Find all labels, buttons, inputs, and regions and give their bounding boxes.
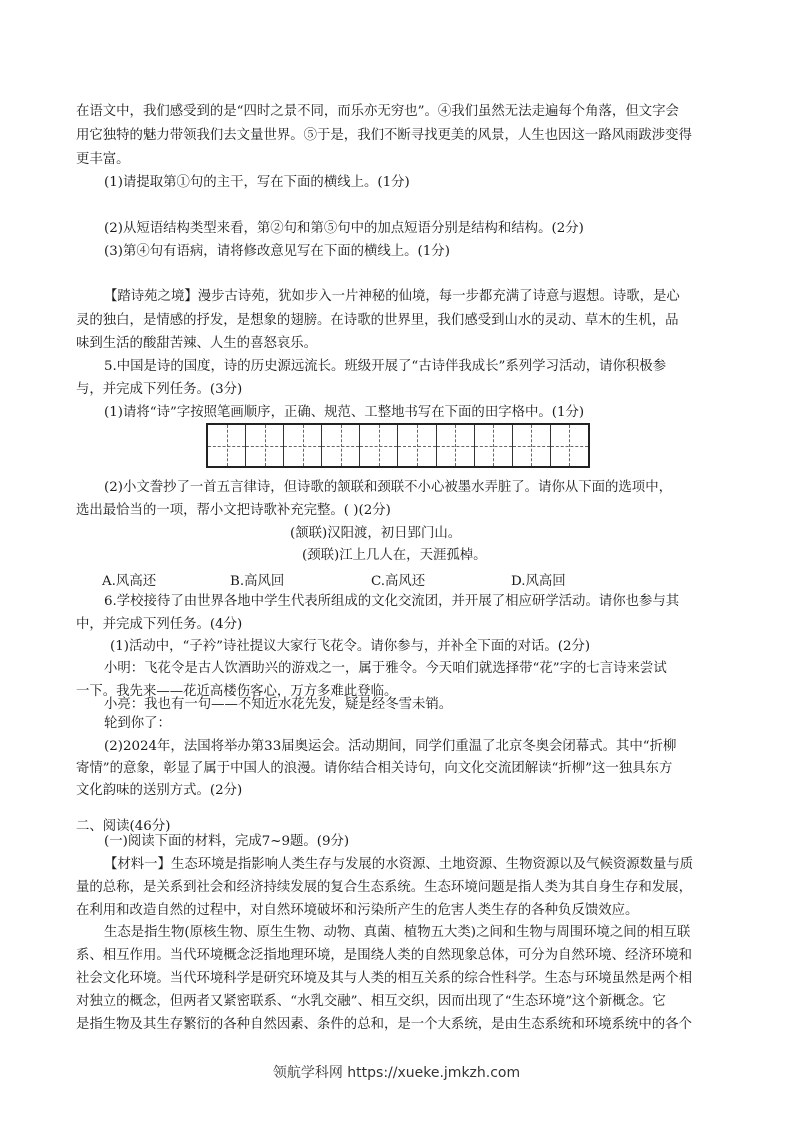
material-2-line: 是指生物及其生存繁衍的各种自然因素、条件的总和，是一个大系统，是由生态系统和环境系统中的各个: [76, 1017, 692, 1032]
grid-cell: [284, 425, 322, 466]
poem-intro-line: 灵的独白，是情感的抒发，是想象的翅膀。在诗歌的世界里，我们感受到山水的灵动、草木的生机，品: [76, 313, 679, 328]
material-2-line: 生态是指生物(原核生物、原生生物、动物、真菌、植物五大类)之间和生物与周围环境之间的相互联: [104, 925, 691, 940]
dialogue-your-turn: 轮到你了：: [104, 716, 171, 731]
dialogue-xiaoming: 一下。我先来——花近高楼伤客心，万方多难此登临。: [76, 684, 398, 699]
tianzige-writing-grid: [206, 423, 590, 468]
poem-intro-line: 味到生活的酸甜苦辣、人生的喜怒哀乐。: [76, 336, 318, 351]
grid-cell: [322, 425, 360, 466]
question-4-3: (3)第④句有语病，请将修改意见写在下面的横线上。(1分): [104, 244, 450, 259]
paragraph-line: 更丰富。: [76, 152, 130, 167]
grid-cell: [360, 425, 398, 466]
question-6-1: (1)活动中，“子衿”诗社提议大家行飞花令。请你参与，并补全下面的对话。(2分): [110, 639, 591, 654]
poem-line: (颈联)江上几人在，天涯孤棹。: [302, 548, 487, 563]
option-c: C.高风还: [371, 574, 426, 589]
grid-cell: [398, 425, 436, 466]
grid-cell: [551, 425, 588, 466]
question-5-1: (1)请将“诗”字按照笔画顺序，正确、规范、工整地书写在下面的田字格中。(1分): [104, 405, 585, 420]
material-2-line: 社会文化环境。当代环境科学是研究环境及其与人类的相互关系的综合性科学。生态与环境虽然是两个相: [76, 971, 692, 986]
paragraph-line: 用它独特的魅力带领我们去文量世界。⑤于是，我们不断寻找更美的风景，人生也因这一路风雨跋涉变得: [76, 128, 692, 143]
grid-cell: [437, 425, 475, 466]
material-2-line: 系、相互作用。当代环境概念泛指地理环境，是围绕人类的自然现象总体，可分为自然环境、经济环境和: [76, 948, 692, 963]
section-title: 二、阅读(46分): [76, 819, 171, 834]
question-4-1: (1)请提取第①句的主干，写在下面的横线上。(1分): [104, 175, 410, 190]
footer-watermark: 领航学科网 https://xueke.jmkzh.com: [272, 1065, 521, 1081]
grid-cell: [246, 425, 284, 466]
option-a: A.风高还: [102, 574, 157, 589]
option-b: B.高风回: [230, 574, 285, 589]
poem-intro-line: 【踏诗苑之境】漫步古诗苑，犹如步入一片神秘的仙境，每一步都充满了诗意与遐想。诗歌，是心: [104, 289, 680, 304]
section-instruction: (一)阅读下面的材料，完成7~9题。(9分): [104, 834, 350, 849]
question-6-stem: 6.学校接待了由世界各地中学生代表所组成的文化交流团，并开展了相应研学活动。请你也参与其: [104, 594, 680, 609]
question-5-2: 选出最恰当的一项，帮小文把诗歌补充完整。( )(2分): [76, 503, 391, 518]
question-6-stem: 中，并完成下列任务。(4分): [76, 617, 243, 632]
grid-cell: [475, 425, 513, 466]
paragraph-line: 在语文中，我们感受到的是“四时之景不同，而乐亦无穷也”。④我们虽然无法走遍每个角落，但文字会: [76, 104, 679, 119]
question-6-2: 寄情”的意象，彰显了属于中国人的浪漫。请你结合相关诗句，向文化交流团解读“折柳”这一独具东方: [76, 761, 673, 776]
grid-cell: [513, 425, 551, 466]
question-6-2: 文化韵味的送别方式。(2分): [76, 783, 243, 798]
dialogue-xiaoliang: 小亮：我也有一句——不知近水花先发，疑是经冬雪未销。: [104, 697, 453, 712]
grid-cell: [208, 425, 246, 466]
question-6-2: (2)2024年，法国将举办第33届奥运会。活动期间，同学们重温了北京冬奥会闭幕式。其中“折柳: [104, 739, 677, 754]
question-5-stem: 与，并完成下列任务。(3分): [76, 382, 243, 397]
dialogue-xiaoming: 小明：飞花令是古人饮酒助兴的游戏之一，属于雅令。今天咱们就选择带“花”字的七言诗来尝试: [104, 661, 667, 676]
question-5-stem: 5.中国是诗的国度，诗的历史源远流长。班级开展了“古诗伴我成长”系列学习活动，请你积极参: [104, 359, 667, 374]
option-d: D.风高回: [511, 574, 566, 589]
question-5-2: (2)小文誊抄了一首五言律诗，但诗歌的颔联和颈联不小心被墨水弄脏了。请你从下面的选项中，: [104, 480, 672, 495]
material-2-line: 对独立的概念，但两者又紧密联系、“水乳交融”、相互交织，因而出现了“生态环境”这个新概念。它: [76, 994, 666, 1009]
material-1-line: 量的总称，是关系到社会和经济持续发展的复合生态系统。生态环境问题是指人类为其自身生存和发展，: [76, 880, 692, 895]
material-1-line: 【材料一】生态环境是指影响人类生存与发展的水资源、土地资源、生物资源以及气候资源数量与质: [104, 857, 694, 872]
poem-line: (颔联)汉阳渡，初日郢门山。: [290, 526, 462, 541]
material-1-line: 在利用和改造自然的过程中，对自然环境破坏和污染所产生的危害人类生存的各种负反馈效应。: [76, 903, 639, 918]
question-4-2: (2)从短语结构类型来看，第②句和第⑤句中的加点短语分别是结构和结构。(2分): [104, 221, 584, 236]
